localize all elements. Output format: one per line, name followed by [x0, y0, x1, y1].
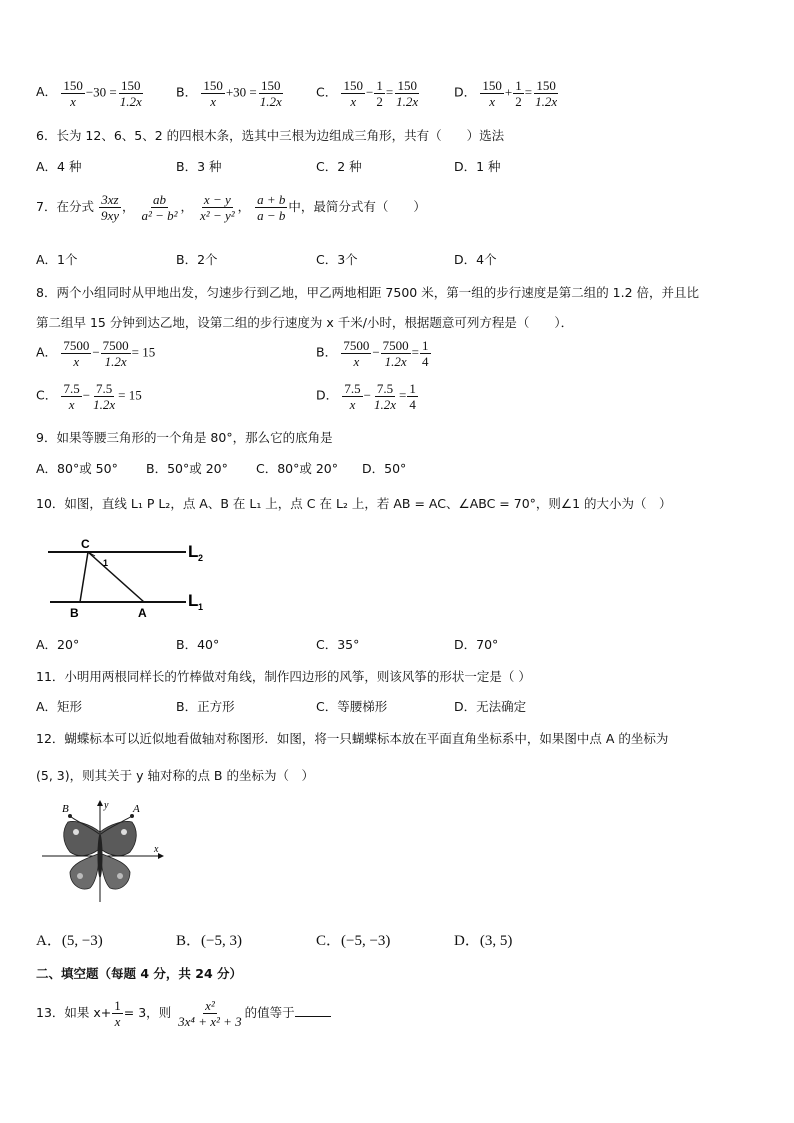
q5-options-row: [36, 78, 145, 109]
q5-option-d-label: D．: [454, 84, 477, 100]
q9-option-a: A．80°或 50°: [36, 461, 118, 476]
q12-butterfly-figure: [40, 798, 170, 904]
label-angle-1: 1: [103, 558, 109, 568]
q8-option-a: A． $\frac{7500}{x}$ − $\frac{7500}{1.2x}$ = 15: [36, 338, 156, 369]
q7-frac3: $\frac{x - y}{\text{x² − y²}}$: [200, 192, 235, 223]
x-axis-arrow: [158, 853, 164, 859]
q8-line2: 第二组早 15 分钟到达乙地，设第二组的步行速度为 x 千米/小时，根据题意可列方程是（ ）．: [36, 315, 574, 330]
label-a: A: [138, 606, 147, 620]
q9-text: 9．如果等腰三角形的一个角是 80°，那么它的底角是: [36, 430, 333, 445]
q7-option-b: B．2个: [176, 252, 218, 267]
q6-option-c: C．2 种: [316, 159, 362, 174]
right-wing-spot: [121, 829, 127, 835]
y-axis-arrow: [97, 800, 103, 806]
label-y: y: [104, 800, 109, 811]
q5-option-a-label: A．: [36, 84, 58, 100]
segment-ca: [88, 552, 144, 602]
q7-frac1: $\frac{3xz}{9xy}$: [100, 192, 119, 223]
q5-d-half: $\frac{1}{2}$: [515, 78, 522, 109]
q12-option-d: D．(3, 5): [454, 933, 513, 949]
q5-a-frac2: $\frac{150}{1.2x}$: [119, 78, 142, 109]
label-b: B: [70, 606, 79, 620]
label-l1: L: [188, 591, 199, 610]
q9-option-d: D．50°: [362, 461, 407, 476]
q5-d-op: +: [504, 84, 513, 100]
q10-text: 10．如图，直线 L₁ P L₂，点 A、B 在 L₁ 上，点 C 在 L₂ 上，若 AB = AC、∠ABC = 70°，则∠1 的大小为（ ）: [36, 496, 672, 511]
q5-option-d: D． $\frac{150}{x}$ + $\frac{1}{2}$ = $\frac{150}{1.2x}$: [454, 78, 558, 109]
label-c: C: [81, 537, 90, 551]
left-lower-spot: [77, 873, 83, 879]
q13-mid: = 3，则: [123, 1005, 172, 1020]
q5-option-b: [176, 78, 285, 109]
q5-b-frac1: $\frac{150}{x}$: [203, 78, 223, 109]
q12-line1: 12．蝴蝶标本可以近似地看做轴对称图形．如图，将一只蝴蝶标本放在平面直角坐标系中，如果图中点 A 的坐标为: [36, 731, 669, 746]
q5-c-frac2: $\frac{150}{1.2x}$: [396, 78, 419, 109]
q9-option-c: C．80°或 20°: [256, 461, 339, 476]
q6-text: 6．长为 12、6、5、2 的四根木条，选其中三根为边组成三角形，共有（ ）选法: [36, 128, 505, 143]
label-a: A: [133, 803, 140, 815]
butterfly-body: [98, 834, 103, 878]
label-b: B: [62, 803, 69, 815]
q11-option-b: B．正方形: [176, 699, 235, 714]
section-2-heading: 二、填空题（每题 4 分，共 24 分）: [36, 966, 243, 981]
q11-option-d: D．无法确定: [454, 699, 527, 714]
q7-option-c: C．3个: [316, 252, 358, 267]
q5-c-frac1: $\frac{150}{x}$: [343, 78, 363, 109]
q12-option-a: A．(5, −3): [36, 933, 103, 949]
q6-option-b: B．3 种: [176, 159, 222, 174]
right-lower-spot: [117, 873, 123, 879]
left-lower-wing: [70, 854, 99, 889]
q11-option-a: A．矩形: [36, 699, 83, 714]
q7-frac4: $\frac{a + b}{a - b}$: [257, 192, 286, 223]
q8-option-b: B． $\frac{7500}{x}$ − $\frac{7500}{1.2x}$ = $\frac{1}{4}$: [316, 338, 429, 369]
q10-option-c: C．35°: [316, 637, 360, 652]
q13-frac1: $\frac{1}{x}$: [114, 998, 121, 1029]
q13-question: [36, 998, 331, 1029]
q5-c-op: −: [365, 84, 374, 100]
label-l1-sub: 1: [198, 602, 204, 612]
q7-option-d: D．4个: [454, 252, 497, 267]
right-upper-wing: [100, 821, 136, 855]
left-wing-spot: [73, 829, 79, 835]
q7-prefix: 7．在分式: [36, 199, 94, 214]
q5-a-op: −30 =: [85, 84, 117, 100]
q8-option-d: D． $\frac{7.5}{x}$ − $\frac{7.5}{1.2x}$ = $\frac{1}{4}$: [316, 381, 416, 412]
q10-figure: [40, 530, 220, 622]
q12-option-c: C．(−5, −3): [316, 933, 391, 949]
q5-option-c-label: C．: [316, 84, 338, 100]
q5-d-frac2: $\frac{150}{1.2x}$: [535, 78, 558, 109]
q5-b-op: +30 =: [225, 84, 257, 100]
right-lower-wing: [101, 854, 130, 889]
q5-d-frac1: $\frac{150}{x}$: [482, 78, 502, 109]
q12-line2: (5, 3)，则其关于 y 轴对称的点 B 的坐标为（ ）: [36, 768, 314, 783]
q9-option-b: B．50°或 20°: [146, 461, 228, 476]
q10-option-b: B．40°: [176, 637, 220, 652]
segment-bc: [80, 552, 88, 602]
q5-a-frac1: $\frac{150}{x}$: [63, 78, 83, 109]
left-upper-wing: [64, 821, 100, 855]
q5-b-frac2: $\frac{150}{1.2x}$: [259, 78, 282, 109]
label-l2: L: [188, 542, 199, 561]
q6-option-a: A．4 种: [36, 159, 82, 174]
q13-answer-blank[interactable]: [295, 1004, 331, 1017]
q11-text: 11．小明用两根同样长的竹棒做对角线，制作四边形的风筝，则该风筝的形状一定是（ ）: [36, 669, 531, 684]
q5-c-half: $\frac{1}{2}$: [376, 78, 383, 109]
q8-line1: 8．两个小组同时从甲地出发，匀速步行到乙地，甲乙两地相距 7500 米，第一组的步行速度是第二组的 1.2 倍，并且比: [36, 285, 700, 300]
q10-option-d: D．70°: [454, 637, 499, 652]
q5-option-b-label: B．: [176, 84, 198, 100]
q11-option-c: C．等腰梯形: [316, 699, 388, 714]
q8-option-c: C． $\frac{7.5}{x}$ − $\frac{7.5}{1.2x}$ = 15: [36, 381, 142, 412]
q5-option-c: C． $\frac{150}{x}$ − $\frac{1}{2}$ = $\frac{150}{1.2x}$: [316, 78, 419, 109]
q6-option-d: D．1 种: [454, 159, 501, 174]
q13-prefix: 13．如果 x+: [36, 1005, 112, 1020]
q7-question: 7．在分式 $\frac{3xz}{9xy}$ ， $\frac{ab}{\text{a² − b²}}$ ， $\frac{x - y}{\text{x² − y²}}$ ， $\frac{a + b}{a - b}$ 中，最简分式有（ ）: [36, 192, 426, 223]
label-x: x: [154, 844, 159, 855]
q7-suffix: 中，最简分式有（ ）: [288, 199, 426, 214]
q10-option-a: A．20°: [36, 637, 80, 652]
q7-option-a: A．1个: [36, 252, 78, 267]
q7-frac2: $\frac{ab}{\text{a² − b²}}$: [141, 192, 178, 223]
q13-suffix: 的值等于: [244, 1005, 295, 1020]
q12-option-b: B．(−5, 3): [176, 933, 242, 949]
q13-frac2: $\frac{\text{x²}}{\text{3x⁴ + x² + 3}}$: [178, 998, 242, 1029]
label-l2-sub: 2: [198, 553, 204, 563]
